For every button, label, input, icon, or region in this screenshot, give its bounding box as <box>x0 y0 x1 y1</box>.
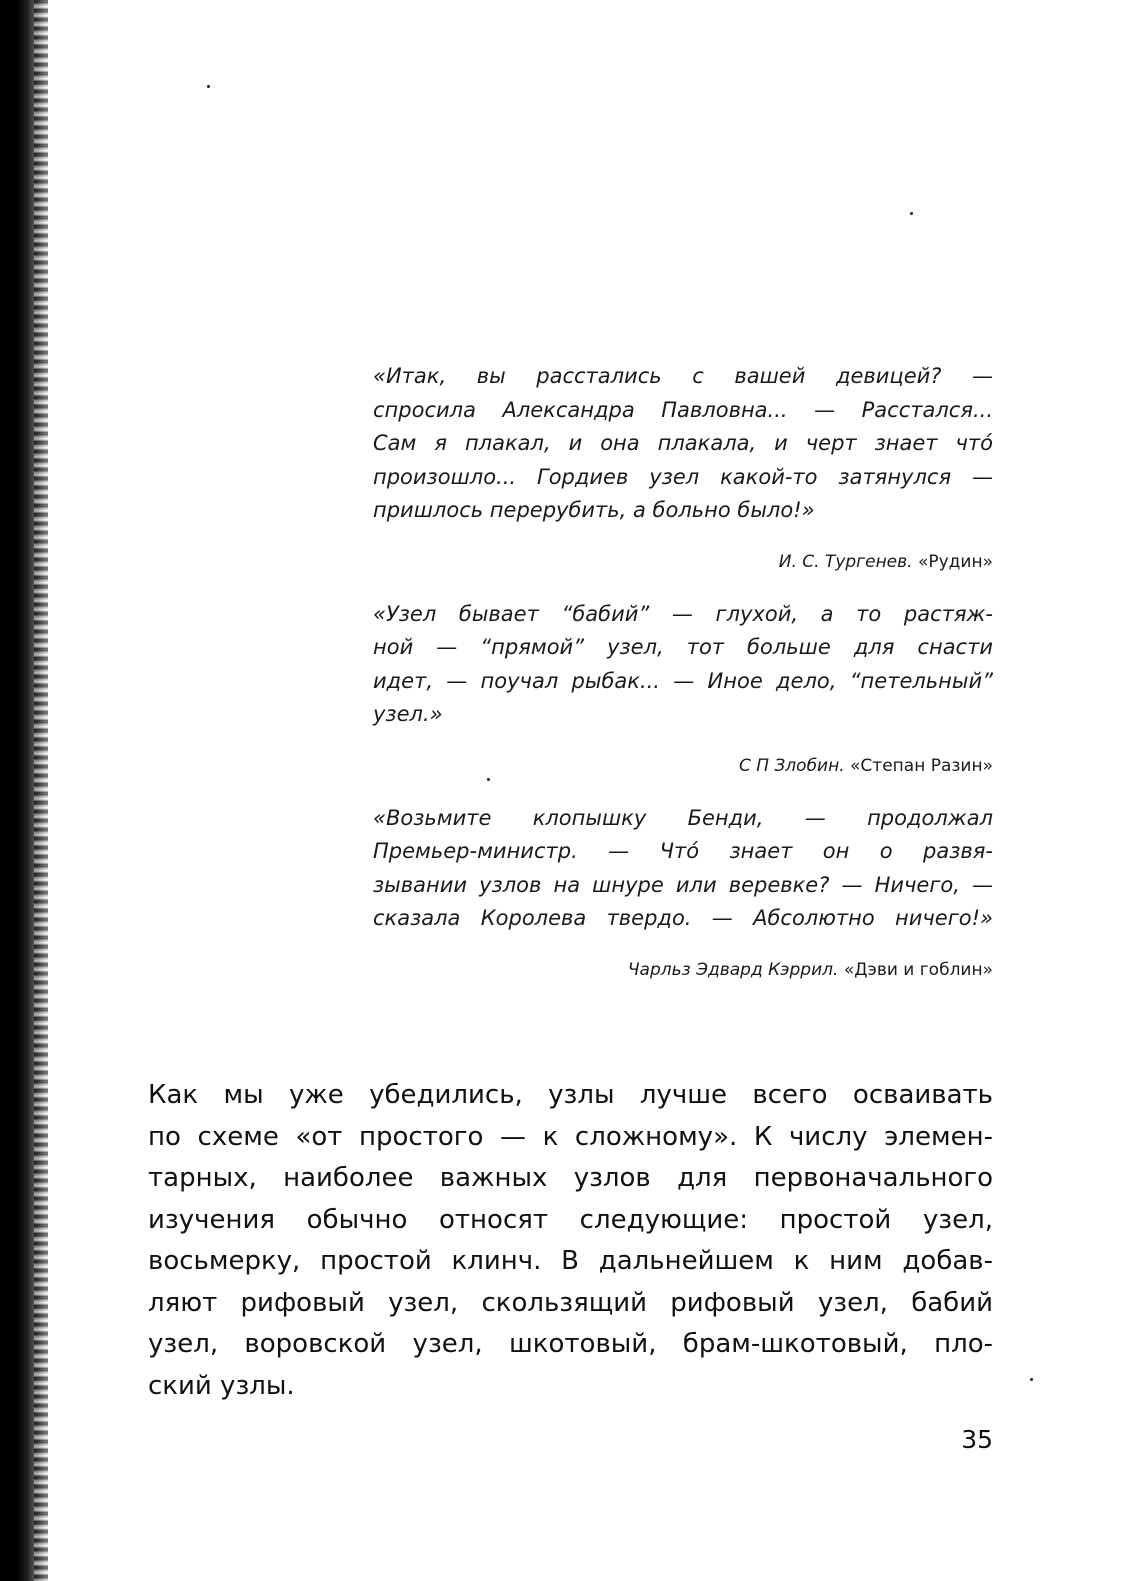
attribution-work: «Дэви и гоблин» <box>843 959 993 980</box>
quote-attribution <box>373 548 993 576</box>
scan-speck <box>207 85 210 88</box>
quote-line: Премьер-министр. — Что́ знает он о развя- <box>373 839 993 863</box>
quote-line: сказала Королева твердо. — Абсолютно ничего!» <box>373 906 993 930</box>
scan-speck <box>910 212 913 215</box>
attribution-work: «Степан Разин» <box>850 755 993 776</box>
quote-line: ной — “прямой” узел, тот больше для снасти <box>373 635 993 659</box>
quote-attribution <box>373 956 993 984</box>
body-line: изучения обычно относят следующие: простой узел, <box>148 1204 993 1235</box>
body-line: Как мы уже убедились, узлы лучше всего осваивать <box>148 1080 993 1110</box>
quote-line: идет, — поучал рыбак... — Иное дело, “петельный” <box>373 668 993 693</box>
body-line: тарных, наиболее важных узлов для первоначального <box>148 1163 993 1193</box>
epigraphs <box>373 360 993 1006</box>
body-line: восьмерку, простой клинч. В дальнейшем к ним добав- <box>148 1246 993 1276</box>
scan-edge-texture <box>34 0 48 1581</box>
epigraph-zlobin <box>373 598 993 780</box>
body-line: по схеме «от простого — к сложному». К числу элемен- <box>148 1121 993 1152</box>
quote-line: пришлось перерубить, а больно было!» <box>373 498 815 522</box>
quote-line: спросила Александра Павловна... — Расстался... <box>373 397 993 422</box>
body-line: узел, воровской узел, шкотовый, брам-шкотовый, пло- <box>148 1329 993 1359</box>
body-line: ляют рифовый узел, скользящий рифовый узел, бабий <box>148 1287 993 1318</box>
page-number: 35 <box>961 1425 993 1454</box>
epigraph-carryl <box>373 802 993 984</box>
quote-attribution <box>373 752 993 780</box>
quote-line: Сам я плакал, и она плакала, и черт знает что́ <box>373 431 993 455</box>
quote-line: узел.» <box>373 702 443 726</box>
quote-line: «Возьмите клопышку Бенди, — продолжал <box>373 805 993 830</box>
attribution-author: С П Злобин. <box>738 755 845 776</box>
body-line: ский узлы. <box>148 1370 295 1401</box>
attribution-work: «Рудин» <box>917 551 993 572</box>
quote-line: «Итак, вы расстались с вашей девицей? — <box>373 364 993 388</box>
attribution-author: Чарльз Эдвард Кэррил. <box>627 959 839 980</box>
attribution-author: И. С. Тургенев. <box>778 551 913 572</box>
quote-line: «Узел бывает “бабий” — глухой, а то растяж- <box>373 601 993 626</box>
scan-speck <box>1030 1378 1033 1381</box>
quote-line: зывании узлов на шнуре или веревке? — Ничего, — <box>373 872 993 897</box>
quote-line: произошло... Гордиев узел какой-то затянулся — <box>373 464 993 489</box>
body-paragraph <box>148 1075 993 1407</box>
epigraph-turgenev <box>373 360 993 576</box>
